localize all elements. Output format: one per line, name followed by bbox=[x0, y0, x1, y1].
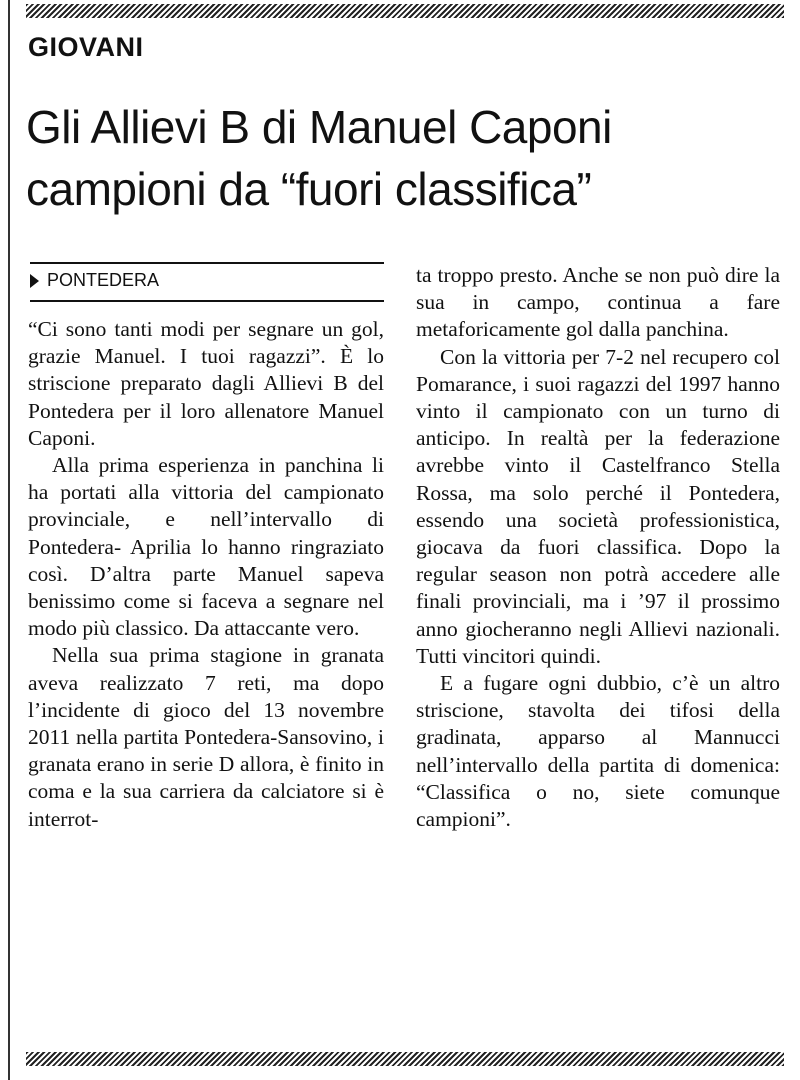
bottom-hatch-border bbox=[26, 1052, 784, 1066]
paragraph: Nella sua prima stagione in granata aveva realizzato 7 reti, ma dopo l’incidente di gioco del 13 novembre 2011 nella partita Pontedera-Sansovino, i granata erano in serie D allora, è finito in coma e la sua carriera da calciatore si è interrot- bbox=[28, 643, 384, 831]
triangle-marker-icon bbox=[30, 274, 39, 288]
top-hatch-border bbox=[26, 4, 784, 18]
headline-line-1: Gli Allievi B di Manuel Caponi bbox=[26, 101, 612, 153]
headline bbox=[26, 96, 786, 220]
paragraph: Con la vittoria per 7-2 nel recupero col Pomarance, i suoi ragazzi del 1997 hanno vinto il campionato con un turno di anticipo. In realtà per la federazione avrebbe vinto il Castelfranco Stella Rossa, ma solo perché il Pontedera, essendo una società professionistica, giocava da fuori classifica. Dopo la regular season non potrà accedere alle finali provinciali, ma i ’97 il prossimo anno giocheranno negli Allievi nazionali. Tutti vincitori quindi. bbox=[416, 344, 780, 668]
dateline-rule-top bbox=[30, 262, 384, 264]
dateline-rule-bottom bbox=[30, 300, 384, 302]
section-label: GIOVANI bbox=[28, 32, 144, 62]
paragraph: E a fugare ogni dubbio, c’è un altro striscione, stavolta dei tifosi della gradinata, apparso al Mannucci nell’intervallo della partita di domenica: “Classifica o no, siete comunque campioni”. bbox=[416, 671, 780, 832]
paragraph: ta troppo presto. Anche se non può dire la sua in campo, continua a fare metaforicamente gol dalla panchina. bbox=[416, 263, 780, 342]
left-page-edge bbox=[8, 0, 10, 1080]
dateline bbox=[30, 270, 159, 291]
paragraph: Alla prima esperienza in panchina li ha portati alla vittoria del campionato provinciale, e nell’intervallo di Pontedera- Aprilia lo hanno ringraziato così. D’altra parte Manuel sapeva benissimo come si faceva a segnare nel modo più classico. Da attaccante vero. bbox=[28, 453, 384, 641]
headline-line-2: campioni da “fuori classifica” bbox=[26, 163, 592, 215]
dateline-text: PONTEDERA bbox=[47, 270, 160, 290]
paragraph: “Ci sono tanti modi per segnare un gol, grazie Manuel. I tuoi ragazzi”. È lo striscione preparato dagli Allievi B del Pontedera per il loro allenatore Manuel Caponi. bbox=[28, 317, 384, 450]
article-column-left bbox=[28, 316, 384, 833]
article-column-right bbox=[416, 262, 780, 833]
